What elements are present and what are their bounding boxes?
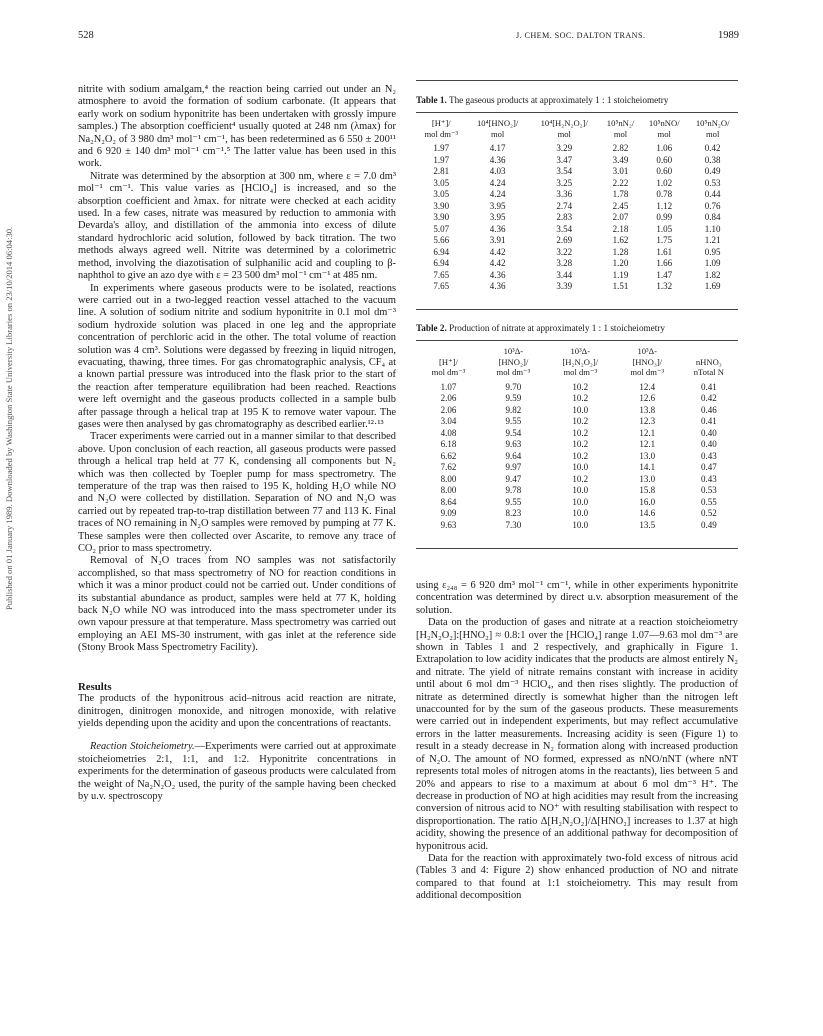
column-header xyxy=(680,346,738,357)
table-cell: 4.36 xyxy=(489,281,506,292)
table-cell: 16.0 xyxy=(639,496,656,507)
table-cell: 9.55 xyxy=(505,496,522,507)
table-cell: 1.66 xyxy=(656,258,673,269)
table-cell: 8.00 xyxy=(440,473,457,484)
paragraph xyxy=(78,741,396,803)
table-row xyxy=(416,166,738,178)
table-cell: 1.69 xyxy=(704,281,721,292)
table-cell: 2.81 xyxy=(433,166,450,177)
table-cell: 10.0 xyxy=(572,485,589,496)
table-cell: 0.49 xyxy=(704,166,721,177)
table-cell: 0.42 xyxy=(700,393,717,404)
table-cell: 8.00 xyxy=(440,485,457,496)
table-cell: 0.55 xyxy=(700,496,717,507)
paragraph: Removal of N₂O traces from NO samples was not satisfactorily accomplished, so that mass spectrometry of NO for reaction conditions in which it was a minor product could not be carried out. Under conditions of its substantial abundance as product, samples were held at 77 K, holding back N₂O while NO was introduced into the mass spectrometer under its own vapour pressure at that temperature. Mass spectrometry was carried out employing an AEI MS-30 instrument, with gas inlet at the reference side (Stony Brook Mass Spectrometry Facility). xyxy=(78,555,396,654)
table-cell: 3.49 xyxy=(612,154,629,165)
table-cell: 9.59 xyxy=(505,393,522,404)
paragraph: Nitrate was determined by the absorption at 300 nm, where ε = 7.0 dm³ mol⁻¹ cm⁻¹. This value varies as [HClO₄] is increased, and so the absorption coefficient and λmax. for nitrate were checked at each acidity used. In a few cases, nitrate was measured by reduction to ammonia with Devarda's alloy, and distillation of the ammonia into excess of dilute standard hydrochloric acid solution, followed by back titration. The two methods always agreed well. Nitrite was determined by a colorimetric method, involving the diazotisation of sulphanilic acid and coupling to β-naphthol to give an azo dye with ε = 23 500 dm³ mol⁻¹ cm⁻¹ at 485 nm. xyxy=(78,170,396,282)
column-header: 10⁵nN₂/ xyxy=(606,118,635,128)
table-row xyxy=(416,462,738,474)
table-cell: 1.61 xyxy=(656,246,673,257)
table-cell: 10.2 xyxy=(572,427,589,438)
table-cell: 9.09 xyxy=(440,508,457,519)
column-header: mol dm⁻³ xyxy=(563,367,598,378)
column-header: mol dm⁻³ xyxy=(424,128,459,139)
table-row xyxy=(416,451,738,463)
table-cell: 3.01 xyxy=(612,166,629,177)
table1-label: Table 1. xyxy=(416,95,447,105)
right-column xyxy=(416,580,738,903)
table-cell: 0.95 xyxy=(704,246,721,257)
table-cell: 0.99 xyxy=(656,212,673,223)
table-cell: 1.21 xyxy=(704,235,721,246)
table-cell: 0.43 xyxy=(700,450,717,461)
table-cell: 3.36 xyxy=(556,189,573,200)
table-cell: 10.2 xyxy=(572,381,589,392)
table-row xyxy=(416,235,738,247)
table-cell: 12.4 xyxy=(639,381,656,392)
table-cell: 1.62 xyxy=(612,235,629,246)
table-row xyxy=(416,224,738,236)
table-row xyxy=(416,201,738,213)
table-cell: 9.63 xyxy=(440,519,457,530)
table-cell: 9.64 xyxy=(505,450,522,461)
table-row xyxy=(416,508,738,520)
table-cell: 0.41 xyxy=(700,416,717,427)
column-header: mol dm⁻³ xyxy=(431,367,466,378)
table-cell: 4.42 xyxy=(489,258,506,269)
table-cell: 0.46 xyxy=(700,404,717,415)
table-cell: 1.51 xyxy=(612,281,629,292)
table-cell: 1.32 xyxy=(656,281,673,292)
column-header: [HNO₂]/ xyxy=(498,356,529,367)
table-cell: 7.62 xyxy=(440,462,457,473)
table-cell: 0.53 xyxy=(700,485,717,496)
table-cell: 2.45 xyxy=(612,200,629,211)
table-cell: 4.03 xyxy=(489,166,506,177)
table2-title: Production of nitrate at approximately 1 : 1 stoicheiometry xyxy=(449,323,665,333)
table-cell: 0.60 xyxy=(656,166,673,177)
table-cell: 1.97 xyxy=(433,154,450,165)
journal-name: J. CHEM. SOC. DALTON TRANS. xyxy=(516,31,646,40)
table-header-row xyxy=(416,367,738,378)
column-header: 10³Δ- xyxy=(503,346,524,356)
table-cell: 3.05 xyxy=(433,177,450,188)
paragraph: The products of the hyponitrous acid–nitrous acid reaction are nitrate, dinitrogen, dinitrogen monoxide, and nitrogen monoxide, with relative yields depending upon the acidity and upon the concentrations of reactants. xyxy=(78,693,396,729)
table-cell: 3.90 xyxy=(433,200,450,211)
table-cell: 3.47 xyxy=(556,154,573,165)
table-cell: 8.64 xyxy=(440,496,457,507)
table-cell: 8.23 xyxy=(505,508,522,519)
table-cell: 0.44 xyxy=(704,189,721,200)
table-row xyxy=(416,143,738,155)
table-row xyxy=(416,520,738,532)
table-cell: 10.2 xyxy=(572,416,589,427)
table-cell: 2.22 xyxy=(612,177,629,188)
table-cell: 4.36 xyxy=(489,154,506,165)
table-cell: 13.0 xyxy=(639,473,656,484)
table-cell: 1.47 xyxy=(656,269,673,280)
table-cell: 2.06 xyxy=(440,404,457,415)
table-cell: 1.20 xyxy=(612,258,629,269)
table-cell: 10.2 xyxy=(572,439,589,450)
download-notice: Published on 01 January 1989. Downloaded by Washington State University Libraries on 23/10/2014 06:04:30. xyxy=(4,226,14,610)
paragraph: Tracer experiments were carried out in a manner similar to that described above. Upon conclusion of each reaction, all gaseous products were passed through a helical trap held at 77 K, condensing all components but N₂ which was then collected by Toepler pump for mass spectrometry. The temperature of the trap was then raised to 195 K, holding H₂O while NO and N₂O were collected by distillation. Separation of NO and N₂O was carried out by repeated trap-to-trap distillation between 77 and 113 K. Final traces of NO remaining in N₂O samples were removed by pumping at 77 K. These samples were then collected over Ascarite, to remove any trace of CO₂ prior to mass spectrometry. xyxy=(78,431,396,555)
table-cell: 2.07 xyxy=(612,212,629,223)
table-cell: 9.78 xyxy=(505,485,522,496)
table-cell: 0.40 xyxy=(700,439,717,450)
table-cell: 1.07 xyxy=(440,381,457,392)
table-cell: 3.44 xyxy=(556,269,573,280)
table-rule xyxy=(416,340,738,341)
table-cell: 10.0 xyxy=(572,496,589,507)
paragraph: Data on the production of gases and nitrate at a reaction stoicheiometry [H₂N₂O₂]:[HNO₂] ≈ 0.8:1 over the [HClO₄] range 1.07—9.63 mol dm⁻³ are shown in Tables 1 and 2 respectively, and graphically in Figure 1. Extrapolation to low acidity indicates that the products are almost entirely N₂ and nitrate. The yield of nitrate remains constant with increase in acidity until about 6 mol dm⁻³ HClO₄, and then rises slightly. The production of nitrate as determined directly is somewhat higher than the nitrogen left unaccounted for by the sum of the gaseous products. These measurements were carried out in independent experiments, but may reflect accumulative errors in the latter measurements. Increasing acidity is seen (Figure 1) to result in a steady decrease in N₂ formation along with increased production of N₂O. The amount of NO formed, expressed as nNO/nNT (where nNT represents total moles of nitrogen atoms in the reactants), lies between 5 and 20% and appears to rise to a maximum at about 6 mol dm⁻³ H⁺. The decrease in production of NO at high acidities may result from the increasing conversion of nitrous acid to NO⁺ with resulting stabilisation with respect to disproportionation. The ratio Δ[H₂N₂O₂]/Δ[HNO₂] increases to 1.37 at high acidity, showing the presence of an additional pathway for decomposition of hyponitrous acid. xyxy=(416,617,738,852)
table-cell: 9.54 xyxy=(505,427,522,438)
table-row xyxy=(416,474,738,486)
column-header: mol xyxy=(557,128,571,139)
column-header: mol xyxy=(657,128,671,139)
table-cell: 6.94 xyxy=(433,246,450,257)
page-number: 528 xyxy=(78,30,94,41)
table-cell: 0.42 xyxy=(704,143,721,154)
table2 xyxy=(416,346,738,531)
table-cell: 0.49 xyxy=(700,519,717,530)
table-cell: 2.06 xyxy=(440,393,457,404)
table1 xyxy=(416,118,738,293)
table-header-row xyxy=(416,357,738,368)
table-cell: 9.70 xyxy=(505,381,522,392)
table-cell: 0.38 xyxy=(704,154,721,165)
table-cell: 3.54 xyxy=(556,166,573,177)
table-cell: 12.6 xyxy=(639,393,656,404)
table-row xyxy=(416,178,738,190)
table-cell: 1.75 xyxy=(656,235,673,246)
table-row xyxy=(416,416,738,428)
table-cell: 14.1 xyxy=(639,462,656,473)
table-row xyxy=(416,439,738,451)
table-cell: 9.63 xyxy=(505,439,522,450)
column-header: [H⁺]/ xyxy=(431,118,451,128)
table-rule xyxy=(416,309,738,310)
table1-caption xyxy=(416,95,738,106)
table-cell: 15.8 xyxy=(639,485,656,496)
column-header: [H₂N₂O₂]/ xyxy=(562,356,599,367)
table-row xyxy=(416,281,738,293)
table-cell: 3.39 xyxy=(556,281,573,292)
table-cell: 4.36 xyxy=(489,269,506,280)
column-header: [HNO₃]/ xyxy=(632,356,663,367)
table-cell: 4.36 xyxy=(489,223,506,234)
table-cell: 3.28 xyxy=(556,258,573,269)
table2-caption xyxy=(416,323,738,334)
table-row xyxy=(416,247,738,259)
table-cell: 13.8 xyxy=(639,404,656,415)
paragraph: using ε₂₄₈ = 6 920 dm³ mol⁻¹ cm⁻¹, while in other experiments hyponitrite concentration was determined by direct u.v. absorption measurement of the solution. xyxy=(416,580,738,616)
table-row xyxy=(416,155,738,167)
table-row xyxy=(416,212,738,224)
table-cell: 4.17 xyxy=(489,143,506,154)
table-cell: 1.12 xyxy=(656,200,673,211)
table-cell: 6.62 xyxy=(440,450,457,461)
table-cell: 7.65 xyxy=(433,281,450,292)
table-row xyxy=(416,497,738,509)
table-cell: 1.78 xyxy=(612,189,629,200)
table-cell: 4.08 xyxy=(440,427,457,438)
table-row xyxy=(416,382,738,394)
table-cell: 3.22 xyxy=(556,246,573,257)
table-cell: 13.0 xyxy=(639,450,656,461)
column-header: mol dm⁻³ xyxy=(630,367,665,378)
table-cell: 7.65 xyxy=(433,269,450,280)
table-cell: 10.0 xyxy=(572,404,589,415)
table-rule xyxy=(416,112,738,113)
table-cell: 10.0 xyxy=(572,519,589,530)
table-cell: 9.47 xyxy=(505,473,522,484)
table-cell: 1.06 xyxy=(656,143,673,154)
table-cell: 3.04 xyxy=(440,416,457,427)
table-cell: 3.29 xyxy=(556,143,573,154)
table-cell: 7.30 xyxy=(505,519,522,530)
table-cell: 0.78 xyxy=(656,189,673,200)
results-heading: Results xyxy=(78,680,112,693)
column-header: 10⁴[H₂N₂O₂]/ xyxy=(540,118,588,128)
table-row xyxy=(416,393,738,405)
table-cell: 3.05 xyxy=(433,189,450,200)
table-row xyxy=(416,258,738,270)
table-cell: 6.18 xyxy=(440,439,457,450)
table-cell: 0.53 xyxy=(704,177,721,188)
table1-title: The gaseous products at approximately 1 : 1 stoicheiometry xyxy=(448,95,669,105)
table-header-row xyxy=(416,129,738,140)
table-cell: 0.60 xyxy=(656,154,673,165)
table-cell: 1.09 xyxy=(704,258,721,269)
table-cell: 2.74 xyxy=(556,200,573,211)
column-header: 10³Δ- xyxy=(637,346,657,356)
table-cell: 0.52 xyxy=(700,508,717,519)
column-header: nHNO₃ xyxy=(695,356,722,367)
table-cell: 3.95 xyxy=(489,200,506,211)
table-rule xyxy=(416,80,738,81)
column-header: 10³Δ- xyxy=(570,346,591,356)
table-cell: 0.43 xyxy=(700,473,717,484)
table-cell: 1.10 xyxy=(704,223,721,234)
table-cell: 0.84 xyxy=(704,212,721,223)
table-cell: 5.66 xyxy=(433,235,450,246)
column-header: mol dm⁻³ xyxy=(496,367,531,378)
table-cell: 0.40 xyxy=(700,427,717,438)
table-cell: 9.97 xyxy=(505,462,522,473)
table-cell: 3.91 xyxy=(489,235,506,246)
table-row xyxy=(416,485,738,497)
table-row xyxy=(416,405,738,417)
table-row xyxy=(416,189,738,201)
table-cell: 5.07 xyxy=(433,223,450,234)
table-cell: 0.76 xyxy=(704,200,721,211)
table-header-row xyxy=(416,118,738,129)
paragraph-text: —Experiments were carried out at approximate stoicheiometries 2:1, 1:1, and 1:2. Hyponitrite concentrations in experiments for the determination of gaseous products were calculated from the weight of Na₂N₂O₂ used, the purity of the sample having been checked by u.v. spectroscopy xyxy=(78,741,396,802)
table2-label: Table 2. xyxy=(416,323,447,333)
table-cell: 2.69 xyxy=(556,235,573,246)
table-cell: 1.02 xyxy=(656,177,673,188)
table-header-row xyxy=(416,346,738,357)
table-cell: 2.18 xyxy=(612,223,629,234)
table-cell: 3.25 xyxy=(556,177,573,188)
table-cell: 1.82 xyxy=(704,269,721,280)
table-cell: 6.94 xyxy=(433,258,450,269)
table-cell: 10.2 xyxy=(572,393,589,404)
column-header: mol xyxy=(490,128,505,139)
column-header: 10⁴[HNO₂]/ xyxy=(476,118,519,128)
table-cell: 9.55 xyxy=(505,416,522,427)
column-header xyxy=(416,346,481,357)
table-cell: 3.90 xyxy=(433,212,450,223)
table-cell: 9.82 xyxy=(505,404,522,415)
table-cell: 10.0 xyxy=(572,462,589,473)
table-cell: 1.19 xyxy=(612,269,629,280)
table-cell: 2.83 xyxy=(556,212,573,223)
table-cell: 10.0 xyxy=(572,508,589,519)
table-cell: 10.2 xyxy=(572,473,589,484)
table-cell: 12.1 xyxy=(639,427,656,438)
table-cell: 3.54 xyxy=(556,223,573,234)
table-cell: 3.95 xyxy=(489,212,506,223)
table-cell: 14.6 xyxy=(639,508,656,519)
table-cell: 12.1 xyxy=(639,439,656,450)
table-cell: 4.42 xyxy=(489,246,506,257)
table-cell: 12.3 xyxy=(639,416,656,427)
column-header: 10⁵nNO/ xyxy=(648,118,680,128)
paragraph: In experiments where gaseous products were to be isolated, reactions were carried out in a two-legged reaction vessel attached to the vacuum line. A solution of sodium nitrite and sodium hyponitrite in 0.1 mol dm⁻³ sodium hydroxide solution was placed in one leg and the appropriate concentration of perchloric acid in the other. The total volume of reaction solution was 4 cm³. Solutions were degassed by freezing in liquid nitrogen, evacuating, thawing, three times. For gas chromatographic analysis, CF₄ at a known partial pressure was introduced into the flask prior to the start of the reaction after temperature equilibration had been reached. Reactions were left overnight and the gaseous products collected in a sample bulb after passage through a helical trap at 195 K to remove water vapour. The gases were then analysed by gas chromatography as described earlier.¹²·¹³ xyxy=(78,282,396,430)
column-header: mol xyxy=(613,128,628,139)
table-cell: 4.24 xyxy=(489,177,506,188)
column-header: nTotal N xyxy=(693,367,724,378)
column-header: 10⁵nN₂O/ xyxy=(695,118,730,128)
subsection-heading: Reaction Stoicheiometry. xyxy=(90,741,195,753)
table-row xyxy=(416,270,738,282)
table-cell: 13.5 xyxy=(639,519,656,530)
column-header: mol xyxy=(705,128,720,139)
table-cell: 10.2 xyxy=(572,450,589,461)
table-cell: 1.28 xyxy=(612,246,629,257)
table-row xyxy=(416,428,738,440)
paragraph: Data for the reaction with approximately two-fold excess of nitrous acid (Tables 3 and 4: Figure 2) show enhanced production of NO and nitrate compared to that found at 1:1 stoicheiometry. This may result from additional decomposition xyxy=(416,852,738,902)
table-cell: 2.82 xyxy=(612,143,629,154)
table-cell: 0.41 xyxy=(700,381,717,392)
table-rule xyxy=(416,548,738,549)
left-column xyxy=(78,84,396,803)
paragraph: nitrite with sodium amalgam,⁴ the reaction being carried out under an N₂ atmosphere to avoid the formation of sodium carbonate. (It appears that early work on sodium hyponitrite has been undertaken with grossly impure samples.) The absorption coefficient⁴ usually quoted at 248 nm (λmax) for Na₂N₂O₂ of 3 980 dm³ mol⁻¹ cm⁻¹, has been redetermined as 6 550 ± 200¹¹ and 6 920 ± 140 dm³ mol⁻¹ cm⁻¹.⁵ The latter value has been used in this work. xyxy=(78,84,396,170)
journal-year: 1989 xyxy=(718,30,739,41)
table-cell: 1.97 xyxy=(433,143,450,154)
table-cell: 0.47 xyxy=(700,462,717,473)
column-header: [H⁺]/ xyxy=(439,356,458,367)
table-cell: 1.05 xyxy=(656,223,673,234)
table-cell: 4.24 xyxy=(489,189,506,200)
